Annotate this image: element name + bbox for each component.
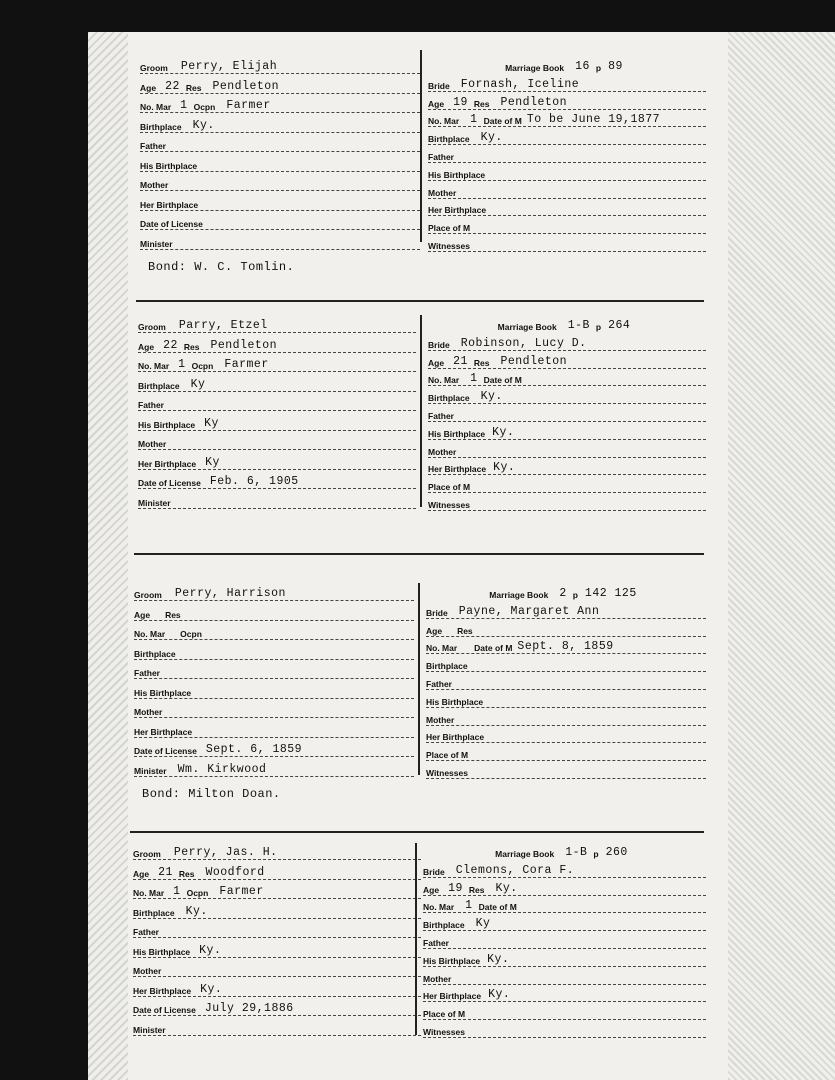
book-page-value: 142 125 [584, 587, 637, 600]
ocpn-value: Farmer [219, 885, 264, 898]
groom-row [140, 116, 420, 133]
book-page-value: 89 [608, 60, 623, 73]
witnesses-label: Witnesses [428, 241, 470, 251]
groom-row [140, 155, 420, 172]
bride-row [423, 950, 706, 967]
groom-row [134, 682, 414, 699]
bride-row [428, 476, 706, 493]
birthplace-label: Birthplace [134, 648, 176, 659]
groom-row [133, 921, 421, 938]
res-label: Res [457, 625, 473, 636]
father-label: Father [140, 141, 166, 151]
bride-column [423, 843, 706, 1037]
ocpn-label: Ocpn [191, 361, 214, 371]
marriage-book-value: 2 [559, 587, 567, 600]
age-label: Age [428, 98, 445, 109]
record-divider [134, 553, 704, 555]
no-mar-label: No. Mar [138, 361, 170, 371]
her-birthplace-label: Her Birthplace [423, 991, 482, 1002]
father-label: Father [426, 679, 452, 689]
ocpn-label: Ocpn [180, 629, 202, 639]
witnesses-label: Witnesses [423, 1027, 465, 1037]
witnesses-label: Witnesses [426, 768, 468, 778]
res-value: Pendleton [212, 79, 280, 93]
his-birthplace-label: His Birthplace [138, 419, 196, 430]
father-label: Father [428, 411, 454, 421]
ocpn-value: Farmer [226, 99, 271, 112]
date-of-m-label: Date of M [478, 902, 517, 913]
bride-label: Bride [426, 607, 448, 618]
groom-value: Perry, Jas. H. [173, 846, 278, 859]
marriage-book-value: 1-B [565, 846, 588, 859]
marriage-book-label: Marriage Book [489, 590, 549, 600]
groom-row [133, 941, 421, 958]
father-label: Father [133, 927, 159, 937]
bride-row [423, 914, 706, 931]
birthplace-value: Ky [190, 377, 206, 391]
bride-row [426, 602, 706, 619]
age-label: Age [138, 341, 155, 352]
her-birthplace-label: Her Birthplace [426, 732, 485, 743]
bride-label: Bride [428, 80, 450, 91]
book-page-value: 264 [608, 319, 631, 332]
bride-row [423, 879, 706, 896]
groom-row [133, 999, 421, 1016]
age-label: Age [426, 625, 443, 636]
groom-row [138, 472, 416, 489]
marriage-book-label: Marriage Book [505, 63, 565, 73]
his-birthplace-label: His Birthplace [426, 696, 484, 707]
groom-column [140, 57, 420, 247]
age-value: 21 [158, 865, 173, 879]
minister-label: Minister [133, 1024, 166, 1035]
scan-noise-left [88, 32, 128, 1080]
place-of-m-label: Place of M [428, 223, 471, 234]
bride-row [428, 405, 706, 422]
bride-row [426, 691, 706, 708]
groom-row [138, 336, 416, 353]
date-of-m-value: To be June 19,1877 [526, 113, 661, 127]
groom-row [134, 643, 414, 660]
groom-row [133, 1019, 421, 1036]
groom-row [134, 604, 414, 621]
marriage-book-value: 16 [575, 60, 590, 73]
marriage-book-label: Marriage Book [497, 322, 557, 332]
bride-column [428, 316, 706, 510]
bride-row [428, 182, 706, 199]
his-birthplace-value: Ky [204, 416, 219, 430]
groom-label: Groom [138, 322, 166, 332]
his-birthplace-value: Ky. [492, 425, 515, 439]
groom-row [134, 662, 414, 679]
groom-row [134, 701, 414, 718]
bond-note: Bond: W. C. Tomlin. [148, 260, 295, 274]
date-of-license-label: Date of License [133, 1005, 196, 1015]
bride-row [423, 1003, 706, 1020]
groom-row [134, 584, 414, 601]
bride-row [426, 637, 706, 654]
groom-row [140, 135, 420, 152]
mother-label: Mother [426, 714, 455, 725]
her-birthplace-label: Her Birthplace [428, 464, 487, 475]
bride-row [423, 861, 706, 878]
place-of-m-label: Place of M [423, 1009, 466, 1020]
no-mar-label: No. Mar [426, 643, 458, 654]
minister-label: Minister [140, 238, 173, 249]
his-birthplace-value: Ky. [487, 952, 510, 966]
bride-row [423, 968, 706, 985]
bride-row [428, 352, 706, 369]
res-value: Pendleton [500, 95, 568, 109]
minister-value: Wm. Kirkwood [177, 762, 267, 776]
bride-row [426, 584, 706, 600]
her-birthplace-label: Her Birthplace [134, 726, 193, 737]
birthplace-value: Ky [475, 917, 491, 931]
bride-row [428, 369, 706, 386]
bride-row [426, 709, 706, 726]
bride-row [426, 726, 706, 743]
bride-row [428, 57, 706, 73]
her-birthplace-value: Ky [205, 455, 220, 469]
age-label: Age [423, 884, 440, 895]
no-mar-label: No. Mar [428, 375, 460, 386]
bride-row [428, 164, 706, 181]
ocpn-label: Ocpn [193, 102, 216, 112]
witnesses-label: Witnesses [428, 500, 470, 510]
birthplace-label: Birthplace [426, 661, 468, 672]
groom-row [140, 194, 420, 211]
column-divider [420, 315, 422, 507]
her-birthplace-label: Her Birthplace [138, 458, 197, 469]
groom-row [133, 863, 421, 880]
place-of-m-label: Place of M [426, 750, 469, 761]
bride-row [426, 762, 706, 779]
bride-row [428, 93, 706, 110]
mother-label: Mother [423, 973, 452, 984]
date-of-license-value: July 29,1886 [204, 1002, 294, 1015]
father-label: Father [138, 400, 164, 410]
bride-row [428, 110, 706, 127]
mother-label: Mother [133, 966, 162, 976]
marriage-book-label: Marriage Book [495, 849, 555, 859]
bride-row [428, 217, 706, 234]
groom-row [140, 57, 420, 74]
date-of-license-value: Sept. 6, 1859 [205, 743, 303, 756]
her-birthplace-label: Her Birthplace [428, 205, 487, 216]
bride-row [426, 744, 706, 761]
bride-row [428, 494, 706, 511]
res-label: Res [473, 98, 490, 109]
his-birthplace-label: His Birthplace [423, 955, 481, 966]
marriage-book-value: 1-B [567, 319, 590, 332]
father-label: Father [134, 668, 160, 678]
birthplace-label: Birthplace [133, 907, 175, 918]
no-mar-label: No. Mar [134, 629, 166, 639]
no-mar-value: 1 [178, 358, 186, 371]
bride-row [426, 673, 706, 690]
father-label: Father [423, 938, 449, 948]
groom-row [140, 174, 420, 191]
book-page-value: 260 [605, 846, 628, 859]
birthplace-label: Birthplace [138, 380, 180, 391]
bride-value: Payne, Margaret Ann [458, 604, 600, 618]
bride-row [423, 896, 706, 913]
bride-row [428, 75, 706, 92]
bride-row [428, 458, 706, 475]
his-birthplace-label: His Birthplace [140, 160, 198, 171]
date-of-license-label: Date of License [134, 746, 197, 756]
book-page-label: p [595, 63, 602, 73]
no-mar-value: 1 [470, 372, 478, 386]
age-label: Age [133, 868, 150, 879]
mother-label: Mother [428, 446, 457, 457]
groom-row [138, 355, 416, 372]
bride-row [423, 843, 706, 859]
column-divider [418, 583, 420, 775]
groom-row [134, 721, 414, 738]
groom-row [138, 414, 416, 431]
age-value: 22 [165, 79, 180, 93]
groom-row [133, 902, 421, 919]
groom-row [138, 492, 416, 509]
age-label: Age [140, 82, 157, 93]
age-label: Age [428, 357, 445, 368]
age-label: Age [134, 609, 151, 620]
his-birthplace-value: Ky. [199, 943, 222, 957]
groom-value: Parry, Etzel [178, 319, 268, 332]
birthplace-value: Ky. [192, 118, 215, 132]
no-mar-label: No. Mar [428, 116, 460, 127]
groom-column [138, 316, 416, 506]
groom-row [140, 77, 420, 94]
groom-row [138, 316, 416, 333]
groom-row [133, 980, 421, 997]
no-mar-value: 1 [470, 113, 478, 127]
bride-row [428, 146, 706, 163]
no-mar-label: No. Mar [423, 902, 455, 913]
her-birthplace-label: Her Birthplace [133, 985, 192, 996]
no-mar-value: 1 [465, 899, 473, 913]
res-label: Res [183, 341, 200, 352]
groom-value: Perry, Elijah [180, 60, 278, 73]
minister-label: Minister [134, 765, 167, 776]
ocpn-value: Farmer [224, 358, 269, 371]
bride-row [426, 620, 706, 637]
his-birthplace-label: His Birthplace [428, 169, 486, 180]
bride-row [428, 128, 706, 145]
bride-value: Fornash, Iceline [460, 77, 580, 91]
groom-row [134, 760, 414, 777]
bride-row [428, 235, 706, 252]
res-value: Woodford [205, 865, 265, 879]
no-mar-label: No. Mar [133, 888, 165, 898]
mother-label: Mother [134, 707, 163, 717]
res-label: Res [185, 82, 202, 93]
age-value: 21 [453, 354, 468, 368]
birthplace-value: Ky. [480, 390, 503, 404]
her-birthplace-label: Her Birthplace [140, 199, 199, 210]
book-page-label: p [572, 590, 578, 600]
birthplace-label: Birthplace [428, 393, 470, 404]
scan-noise-right [728, 32, 835, 1080]
date-of-license-value: Feb. 6, 1905 [209, 475, 299, 488]
bride-label: Bride [423, 866, 445, 877]
date-of-m-label: Date of M [474, 643, 513, 654]
birthplace-label: Birthplace [428, 134, 470, 145]
date-of-m-label: Date of M [483, 375, 522, 386]
groom-column [133, 843, 421, 1033]
date-of-m-value: Sept. 8, 1859 [517, 640, 614, 654]
her-birthplace-value: Ky. [488, 988, 511, 1002]
book-page-label: p [593, 849, 599, 859]
bride-column [428, 57, 706, 251]
groom-row [138, 453, 416, 470]
res-label: Res [473, 357, 490, 368]
his-birthplace-label: His Birthplace [428, 428, 486, 439]
bride-row [423, 985, 706, 1002]
bride-row [428, 199, 706, 216]
bride-row [428, 316, 706, 332]
his-birthplace-label: His Birthplace [134, 687, 192, 698]
mother-label: Mother [138, 439, 167, 449]
groom-value: Perry, Harrison [174, 587, 286, 600]
bride-row [423, 1021, 706, 1038]
bride-row [428, 423, 706, 440]
groom-label: Groom [140, 63, 168, 73]
res-value: Pendleton [210, 338, 278, 352]
groom-row [140, 96, 420, 113]
no-mar-value: 1 [173, 885, 181, 898]
record-divider [130, 831, 704, 833]
bride-row [423, 932, 706, 949]
groom-label: Groom [134, 590, 162, 600]
groom-row [133, 882, 421, 899]
date-of-m-label: Date of M [483, 116, 522, 127]
her-birthplace-value: Ky. [493, 461, 516, 475]
bond-note: Bond: Milton Doan. [142, 787, 281, 801]
bride-column [426, 584, 706, 778]
place-of-m-label: Place of M [428, 482, 471, 493]
res-label: Res [178, 868, 195, 879]
ocpn-label: Ocpn [186, 888, 209, 898]
groom-row [138, 375, 416, 392]
birthplace-label: Birthplace [423, 920, 465, 931]
no-mar-value: 1 [180, 99, 188, 112]
groom-row [138, 433, 416, 450]
bride-value: Robinson, Lucy D. [460, 336, 587, 350]
bride-value: Clemons, Cora F. [455, 863, 575, 877]
groom-row [138, 394, 416, 411]
date-of-license-label: Date of License [138, 478, 201, 488]
father-label: Father [428, 152, 454, 162]
res-label: Res [165, 609, 181, 620]
mother-label: Mother [428, 187, 457, 198]
minister-label: Minister [138, 497, 171, 508]
record-divider [136, 300, 704, 302]
res-value: Ky. [495, 881, 518, 895]
groom-row [140, 233, 420, 250]
age-value: 19 [453, 95, 468, 109]
no-mar-label: No. Mar [140, 102, 172, 112]
birthplace-value: Ky. [185, 904, 208, 918]
groom-label: Groom [133, 849, 161, 859]
bride-label: Bride [428, 339, 450, 350]
her-birthplace-value: Ky. [200, 982, 223, 996]
mother-label: Mother [140, 180, 169, 190]
res-value: Pendleton [500, 354, 568, 368]
age-value: 22 [163, 338, 178, 352]
birthplace-label: Birthplace [140, 121, 182, 132]
groom-column [134, 584, 414, 774]
groom-row [133, 843, 421, 860]
book-page-label: p [595, 322, 602, 332]
birthplace-value: Ky. [480, 131, 503, 145]
date-of-license-label: Date of License [140, 219, 203, 229]
bride-row [426, 655, 706, 672]
groom-row [134, 623, 414, 640]
age-value: 19 [448, 881, 463, 895]
bride-row [428, 334, 706, 351]
groom-row [133, 960, 421, 977]
groom-row [140, 213, 420, 230]
his-birthplace-label: His Birthplace [133, 946, 191, 957]
column-divider [420, 50, 422, 242]
groom-row [134, 740, 414, 757]
column-divider [415, 843, 417, 1035]
bride-row [428, 441, 706, 458]
bride-row [428, 387, 706, 404]
res-label: Res [468, 884, 485, 895]
